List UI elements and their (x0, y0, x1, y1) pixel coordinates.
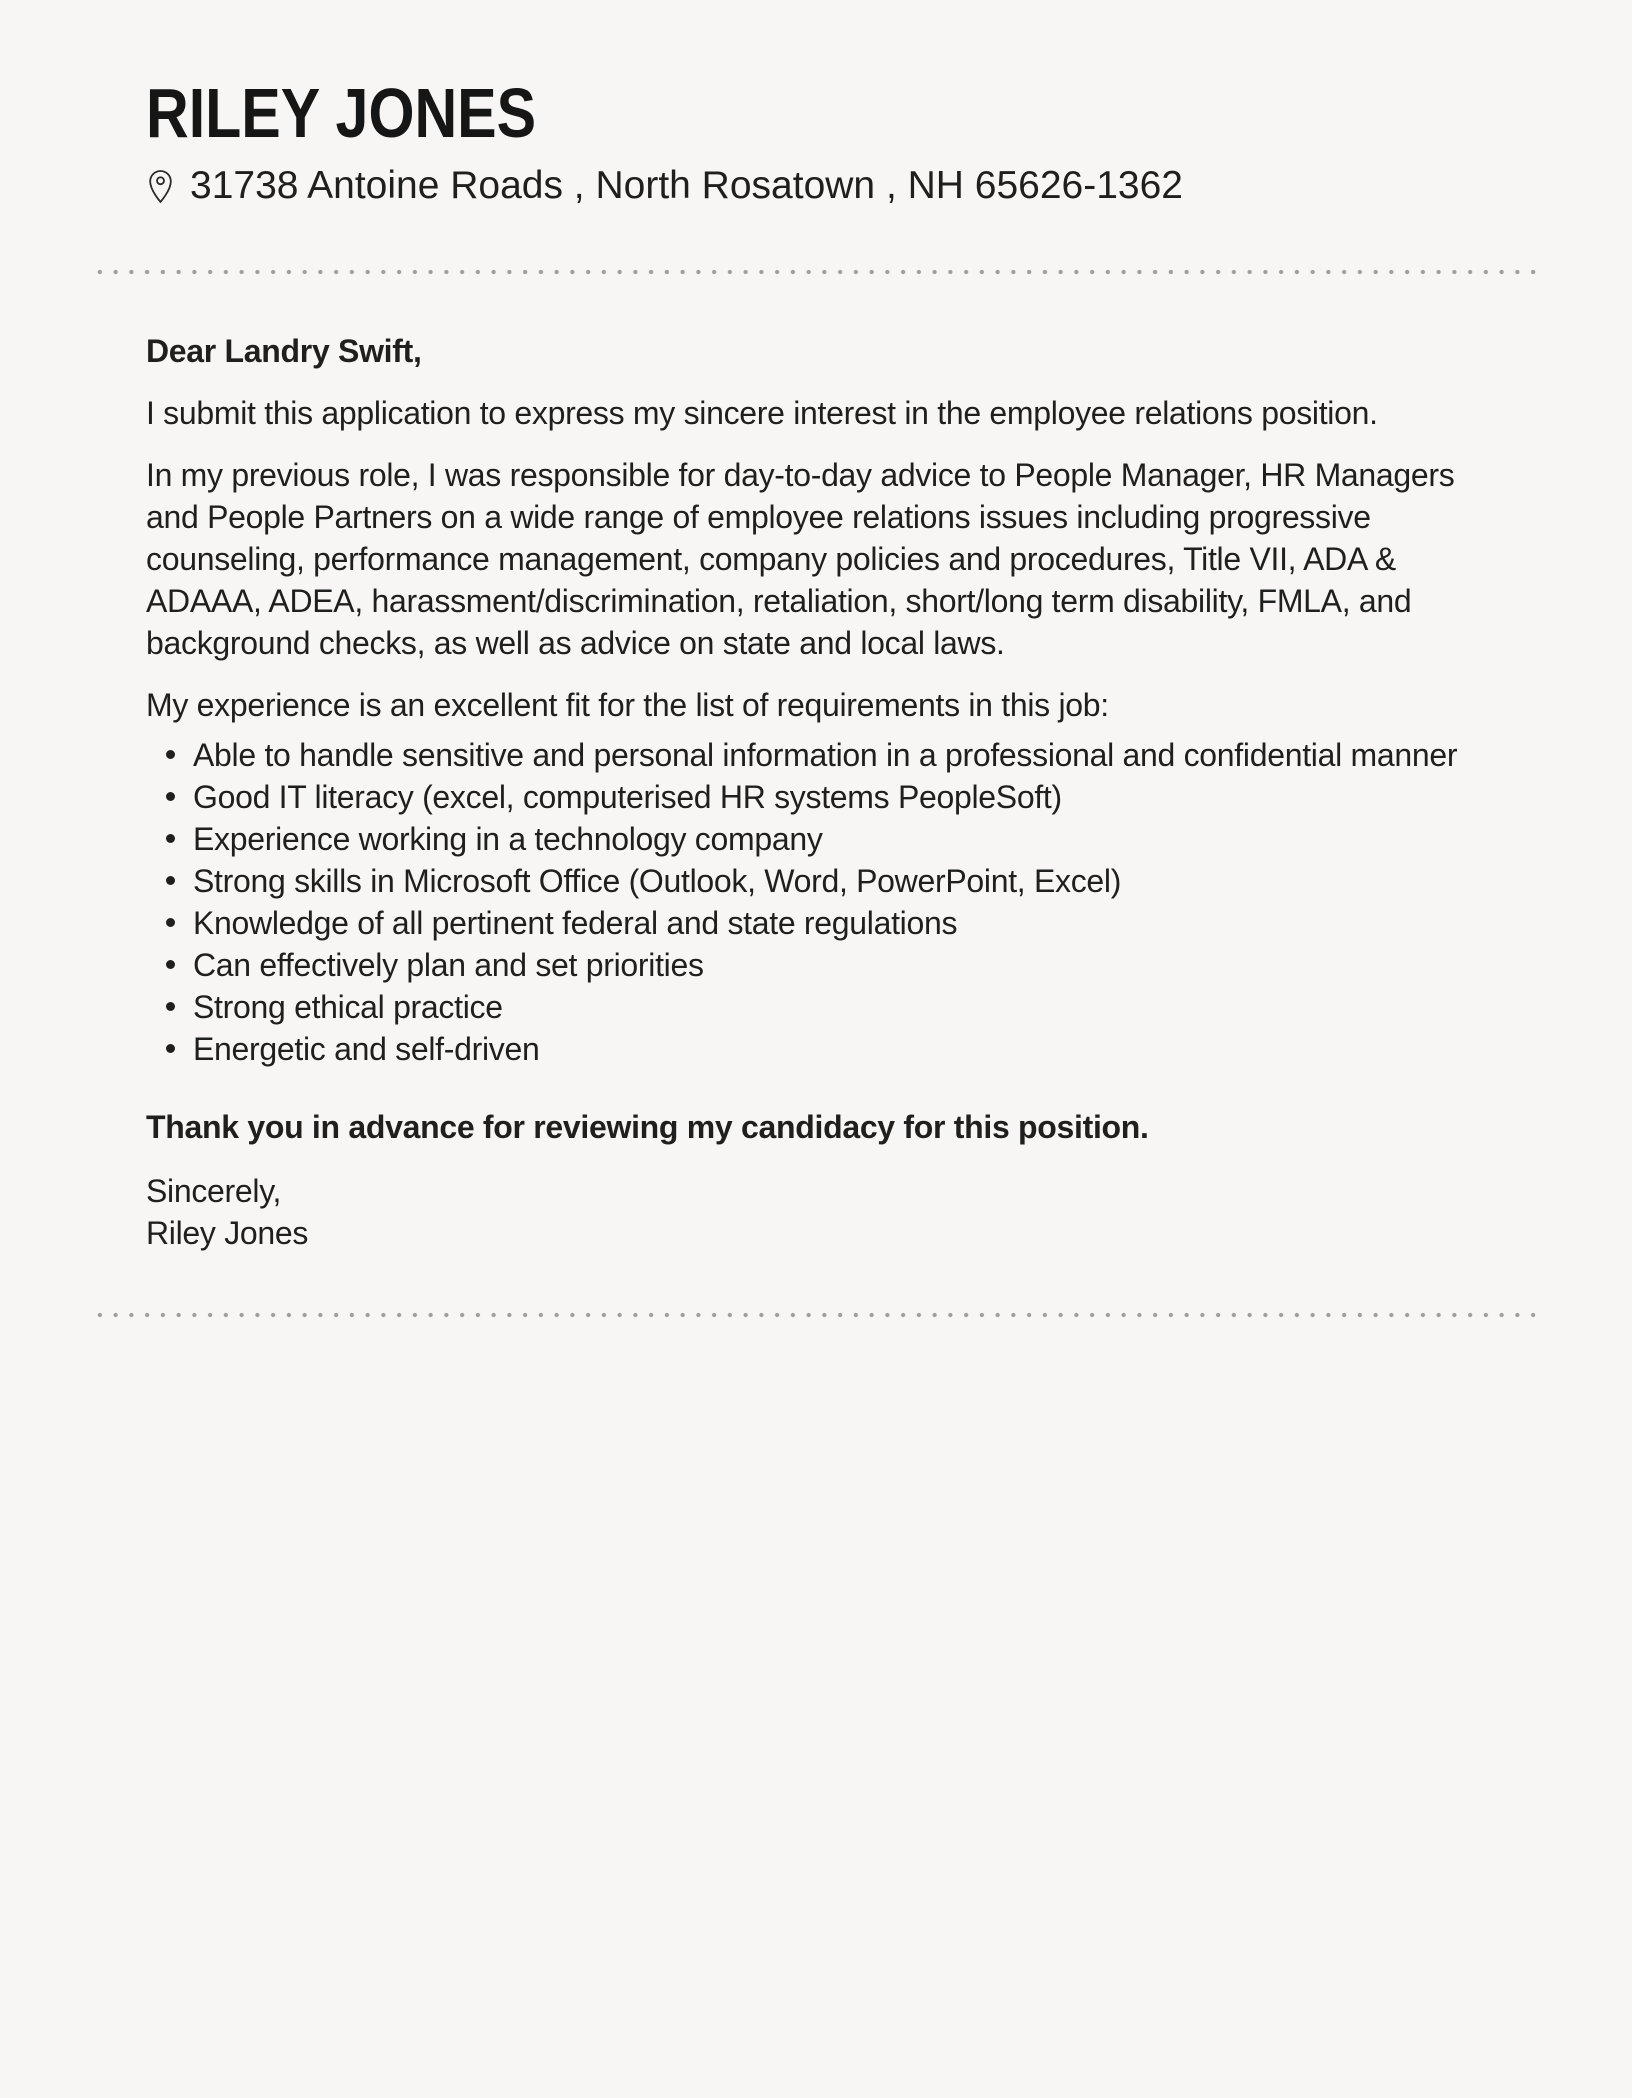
salutation: Dear Landry Swift, (146, 333, 422, 369)
closing-statement: Thank you in advance for reviewing my candidacy for this position. (146, 1109, 1149, 1145)
signoff-word: Sincerely, (146, 1173, 282, 1209)
bullet-icon (166, 876, 175, 885)
requirements-list (146, 734, 1486, 1070)
bullet-icon (166, 1044, 175, 1053)
applicant-name: RILEY JONES (146, 74, 537, 152)
requirement-item (146, 944, 1486, 986)
address-row (146, 163, 1632, 209)
dotted-divider-top (92, 269, 1540, 275)
bullet-icon (166, 960, 175, 969)
requirement-text: Knowledge of all pertinent federal and state regulations (193, 905, 958, 941)
signoff-block (146, 1170, 1486, 1254)
requirement-text: Can effectively plan and set priorities (193, 947, 704, 983)
requirement-text: Strong skills in Microsoft Office (Outlook, Word, PowerPoint, Excel) (193, 863, 1122, 899)
requirement-text: Experience working in a technology company (193, 821, 823, 857)
requirement-text: Energetic and self-driven (193, 1031, 540, 1067)
requirement-text: Strong ethical practice (193, 989, 503, 1025)
applicant-address: 31738 Antoine Roads , North Rosatown , NH 65626-1362 (190, 164, 1183, 207)
paragraph-intro: I submit this application to express my sincere interest in the employee relations position. (146, 395, 1378, 431)
letter-header (0, 0, 1632, 209)
bullet-icon (166, 750, 175, 759)
requirement-item (146, 734, 1486, 776)
bullet-icon (166, 834, 175, 843)
bullet-icon (166, 1002, 175, 1011)
requirement-item (146, 902, 1486, 944)
bullet-icon (166, 792, 175, 801)
bullet-icon (166, 918, 175, 927)
requirement-item (146, 860, 1486, 902)
dotted-divider-bottom (92, 1312, 1540, 1318)
requirement-item (146, 818, 1486, 860)
requirement-item (146, 1028, 1486, 1070)
requirement-text: Good IT literacy (excel, computerised HR systems PeopleSoft) (193, 779, 1062, 815)
requirement-text: Able to handle sensitive and personal information in a professional and confidential manner (193, 737, 1458, 773)
signature-name: Riley Jones (146, 1215, 309, 1251)
letter-body (146, 330, 1486, 1254)
requirement-item (146, 986, 1486, 1028)
location-pin-icon (146, 168, 175, 204)
paragraph-fit: My experience is an excellent fit for the list of requirements in this job: (146, 687, 1109, 723)
requirement-item (146, 776, 1486, 818)
paragraph-previous-role: In my previous role, I was responsible for day-to-day advice to People Manager, HR Managers and People Partners on a wide range of employee relations issues including progressive counseling, performance management, company policies and procedures, Title VII, ADA & ADAAA, ADEA, harassment/discrimination, retaliation, short/long term disability, FMLA, and background checks, as well as advice on state and local laws. (146, 457, 1455, 661)
